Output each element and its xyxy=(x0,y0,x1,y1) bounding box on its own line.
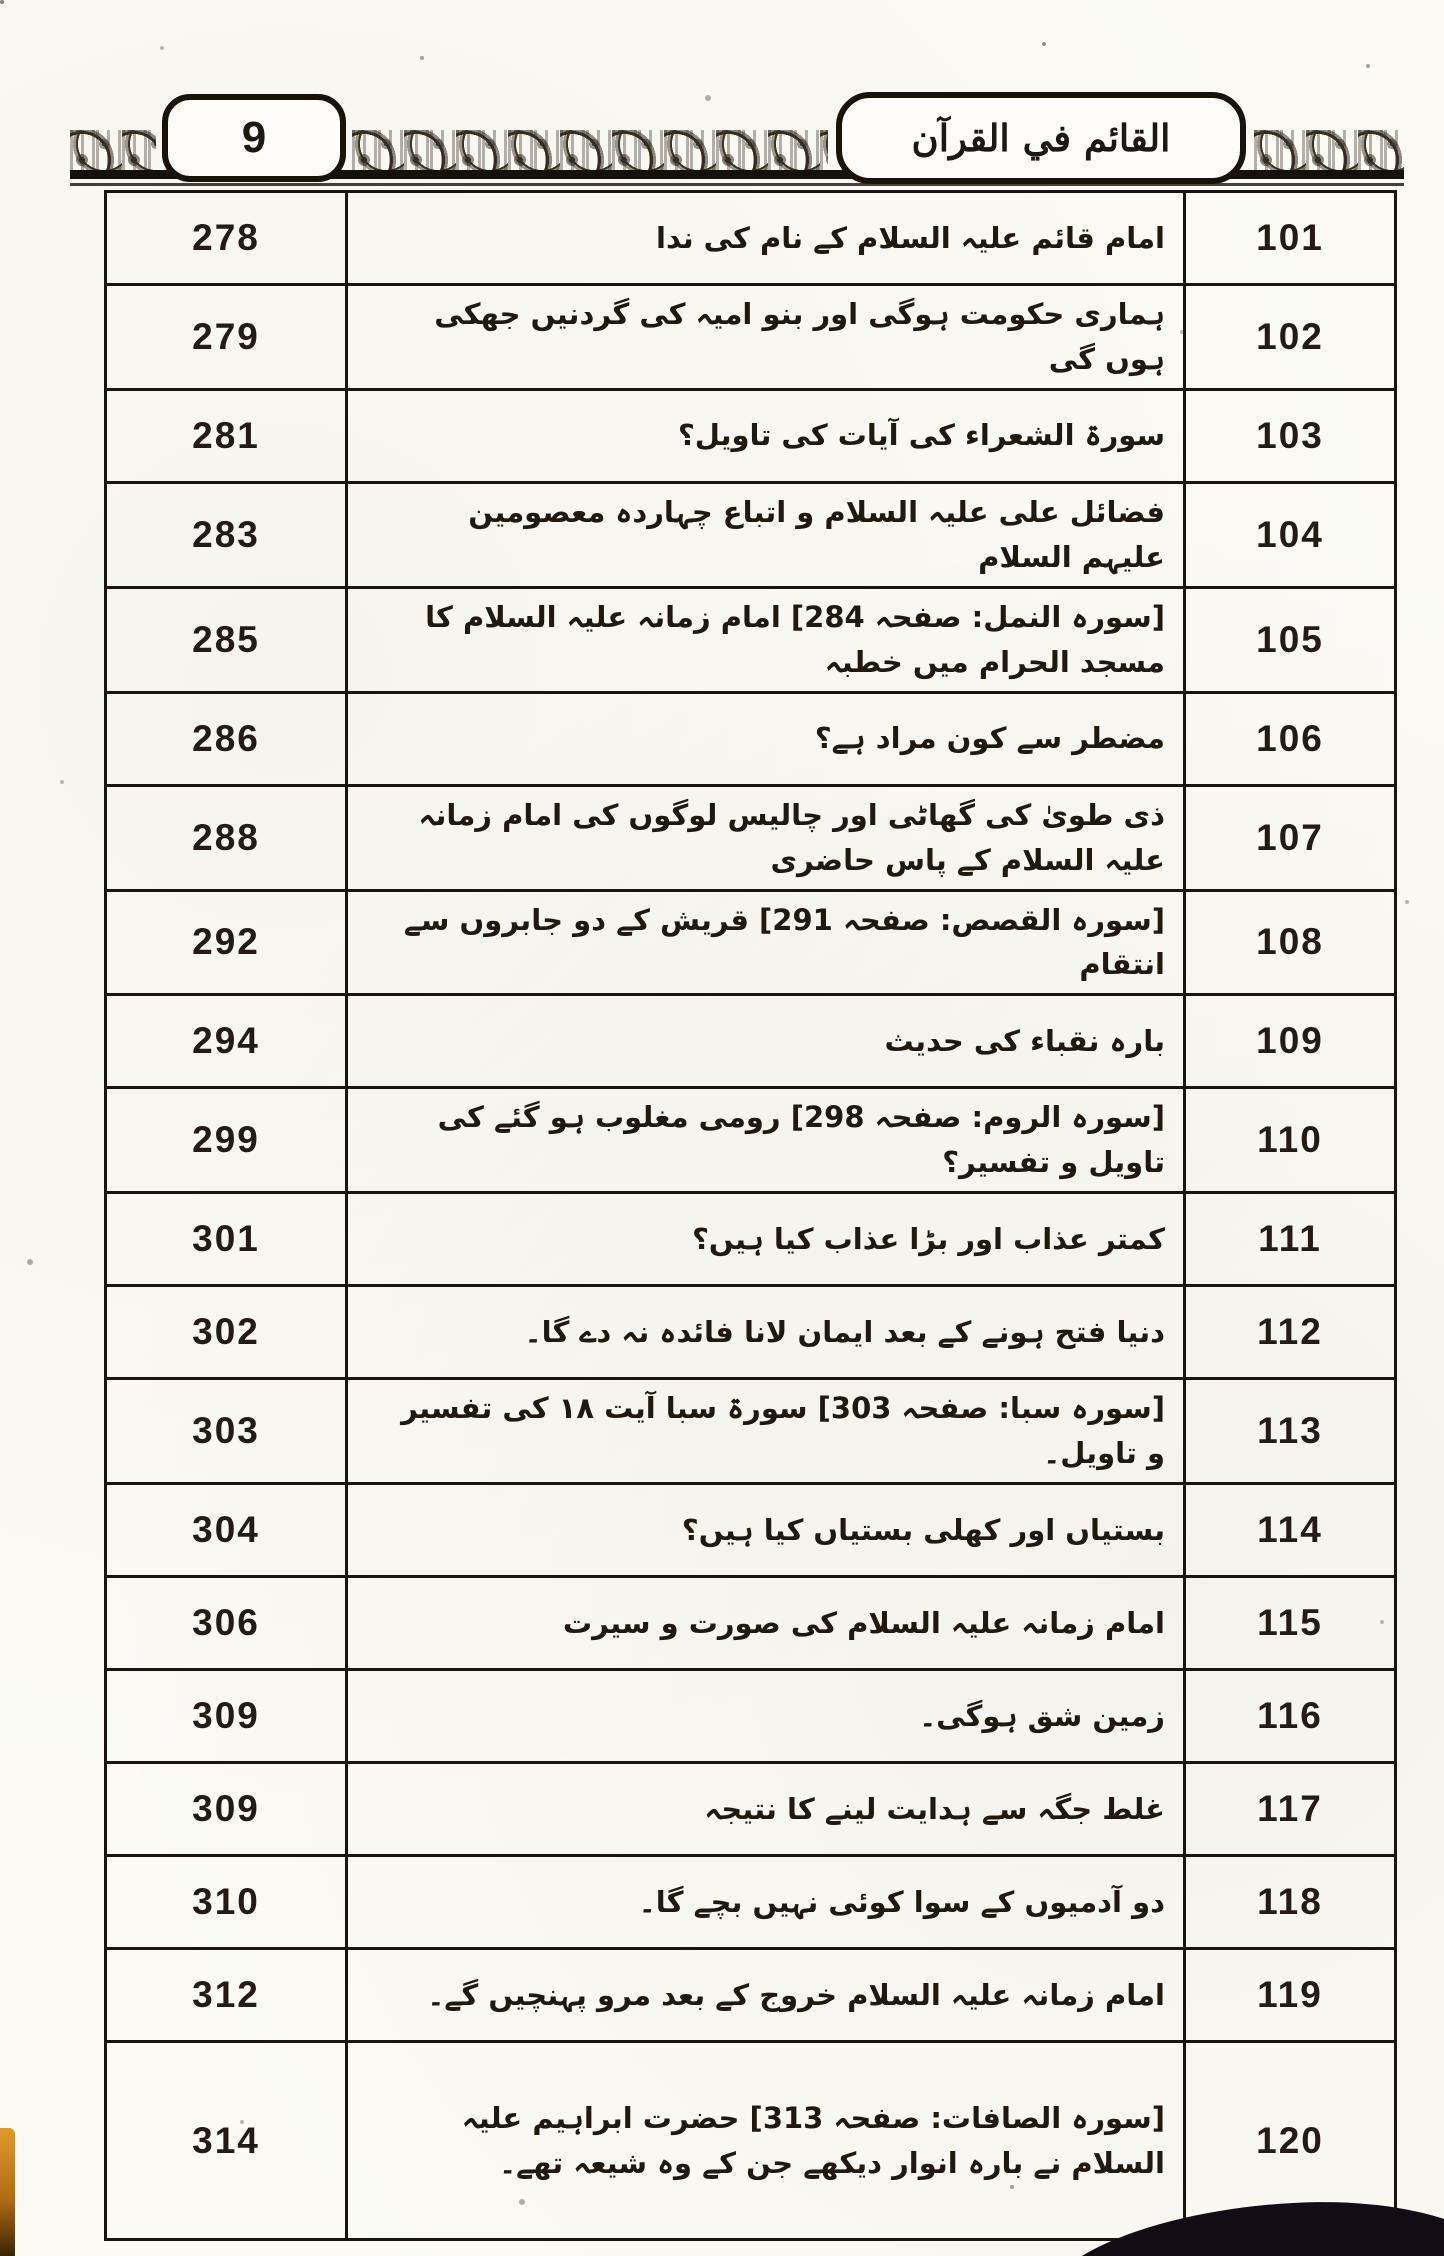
toc-row xyxy=(106,890,1396,995)
toc-table xyxy=(104,190,1397,2241)
toc-title: ہماری حکومت ہوگی اور بنو امیہ کی گردنیں جھکی ہوں گی xyxy=(347,285,1185,390)
toc-page-number: 286 xyxy=(106,692,347,785)
toc-row xyxy=(106,1088,1396,1193)
toc-row xyxy=(106,285,1396,390)
toc-title: امام زمانہ علیہ السلام کی صورت و سیرت xyxy=(347,1577,1185,1670)
toc-row xyxy=(106,587,1396,692)
toc-row xyxy=(106,1193,1396,1286)
toc-serial-number: 108 xyxy=(1185,890,1396,995)
toc-page-number: 306 xyxy=(106,1577,347,1670)
toc-title: فضائل علی علیہ السلام و اتباع چہاردہ معصومین علیہم السلام xyxy=(347,482,1185,587)
toc-serial-number: 106 xyxy=(1185,692,1396,785)
toc-title: بستیاں اور کھلی بستیاں کیا ہیں؟ xyxy=(347,1484,1185,1577)
toc-serial-number: 112 xyxy=(1185,1286,1396,1379)
toc-page-number: 299 xyxy=(106,1088,347,1193)
toc-serial-number: 117 xyxy=(1185,1763,1396,1856)
toc-title: دو آدمیوں کے سوا کوئی نہیں بچے گا۔ xyxy=(347,1856,1185,1949)
toc-page-number: 312 xyxy=(106,1949,347,2042)
toc-page-number: 283 xyxy=(106,482,347,587)
toc-serial-number: 102 xyxy=(1185,285,1396,390)
toc-serial-number: 111 xyxy=(1185,1193,1396,1286)
toc-serial-number: 116 xyxy=(1185,1670,1396,1763)
toc-title: امام زمانہ علیہ السلام خروج کے بعد مرو پہنچیں گے۔ xyxy=(347,1949,1185,2042)
scan-speckles xyxy=(0,0,4,4)
toc-page-number: 281 xyxy=(106,389,347,482)
toc-row xyxy=(106,192,1396,285)
toc-page-number: 292 xyxy=(106,890,347,995)
toc-row xyxy=(106,995,1396,1088)
toc-page-number: 310 xyxy=(106,1856,347,1949)
scan-edge-artifact xyxy=(0,2128,15,2256)
toc-row xyxy=(106,1577,1396,1670)
toc-serial-number: 113 xyxy=(1185,1379,1396,1484)
toc-row xyxy=(106,1379,1396,1484)
toc-serial-number: 101 xyxy=(1185,192,1396,285)
toc-row xyxy=(106,389,1396,482)
toc-title: بارہ نقباء کی حدیث xyxy=(347,995,1185,1088)
toc-title: دنیا فتح ہونے کے بعد ایمان لانا فائدہ نہ دے گا۔ xyxy=(347,1286,1185,1379)
toc-row xyxy=(106,1763,1396,1856)
toc-title: امام قائم علیہ السلام کے نام کی ندا xyxy=(347,192,1185,285)
toc-title: ذی طویٰ کی گھاٹی اور چالیس لوگوں کی امام زمانہ علیہ السلام کے پاس حاضری xyxy=(347,785,1185,890)
toc-page-number: 302 xyxy=(106,1286,347,1379)
toc-row xyxy=(106,1484,1396,1577)
toc-serial-number: 107 xyxy=(1185,785,1396,890)
toc-title: زمین شق ہوگی۔ xyxy=(347,1670,1185,1763)
book-title: القائم في القرآن xyxy=(911,116,1171,160)
toc-page-number: 314 xyxy=(106,2042,347,2240)
toc-serial-number: 120 xyxy=(1185,2042,1396,2240)
toc-page-number: 304 xyxy=(106,1484,347,1577)
toc-title: [سورہ الروم: صفحہ 298] رومی مغلوب ہو گئے کی تاویل و تفسیر؟ xyxy=(347,1088,1185,1193)
toc-serial-number: 105 xyxy=(1185,587,1396,692)
toc-title: [سورہ الصافات: صفحہ 313] حضرت ابراہیم علیہ السلام نے بارہ انوار دیکھے جن کے وہ شیعہ تھے۔ xyxy=(347,2042,1185,2240)
page-number: 9 xyxy=(241,113,267,162)
toc-title: غلط جگہ سے ہدایت لینے کا نتیجہ xyxy=(347,1763,1185,1856)
toc-page-number: 301 xyxy=(106,1193,347,1286)
toc-row xyxy=(106,1670,1396,1763)
toc-row xyxy=(106,785,1396,890)
toc-page-number: 288 xyxy=(106,785,347,890)
toc-title: سورۃ الشعراء کی آیات کی تاویل؟ xyxy=(347,389,1185,482)
toc-serial-number: 104 xyxy=(1185,482,1396,587)
toc-page-number: 279 xyxy=(106,285,347,390)
toc-row xyxy=(106,1286,1396,1379)
toc-serial-number: 119 xyxy=(1185,1949,1396,2042)
page-header xyxy=(70,112,1404,176)
toc-title: [سورہ سبا: صفحہ 303] سورۃ سبا آیت ۱۸ کی تفسیر و تاویل۔ xyxy=(347,1379,1185,1484)
toc-row xyxy=(106,1949,1396,2042)
toc-row xyxy=(106,2042,1396,2240)
toc-row xyxy=(106,1856,1396,1949)
toc-serial-number: 118 xyxy=(1185,1856,1396,1949)
toc-page-number: 309 xyxy=(106,1670,347,1763)
toc-serial-number: 109 xyxy=(1185,995,1396,1088)
toc-row xyxy=(106,482,1396,587)
toc-title: [سورہ النمل: صفحہ 284] امام زمانہ علیہ السلام کا مسجد الحرام میں خطبہ xyxy=(347,587,1185,692)
toc-title: مضطر سے کون مراد ہے؟ xyxy=(347,692,1185,785)
toc-serial-number: 114 xyxy=(1185,1484,1396,1577)
toc-page-number: 278 xyxy=(106,192,347,285)
toc-page-number: 285 xyxy=(106,587,347,692)
toc-serial-number: 110 xyxy=(1185,1088,1396,1193)
book-title-badge xyxy=(836,92,1246,184)
toc-title: کمتر عذاب اور بڑا عذاب کیا ہیں؟ xyxy=(347,1193,1185,1286)
toc-serial-number: 115 xyxy=(1185,1577,1396,1670)
toc-title: [سورہ القصص: صفحہ 291] قریش کے دو جابروں سے انتقام xyxy=(347,890,1185,995)
toc-row xyxy=(106,692,1396,785)
page-number-badge xyxy=(162,94,346,182)
toc-page-number: 294 xyxy=(106,995,347,1088)
toc-serial-number: 103 xyxy=(1185,389,1396,482)
toc-page-number: 303 xyxy=(106,1379,347,1484)
toc-page-number: 309 xyxy=(106,1763,347,1856)
